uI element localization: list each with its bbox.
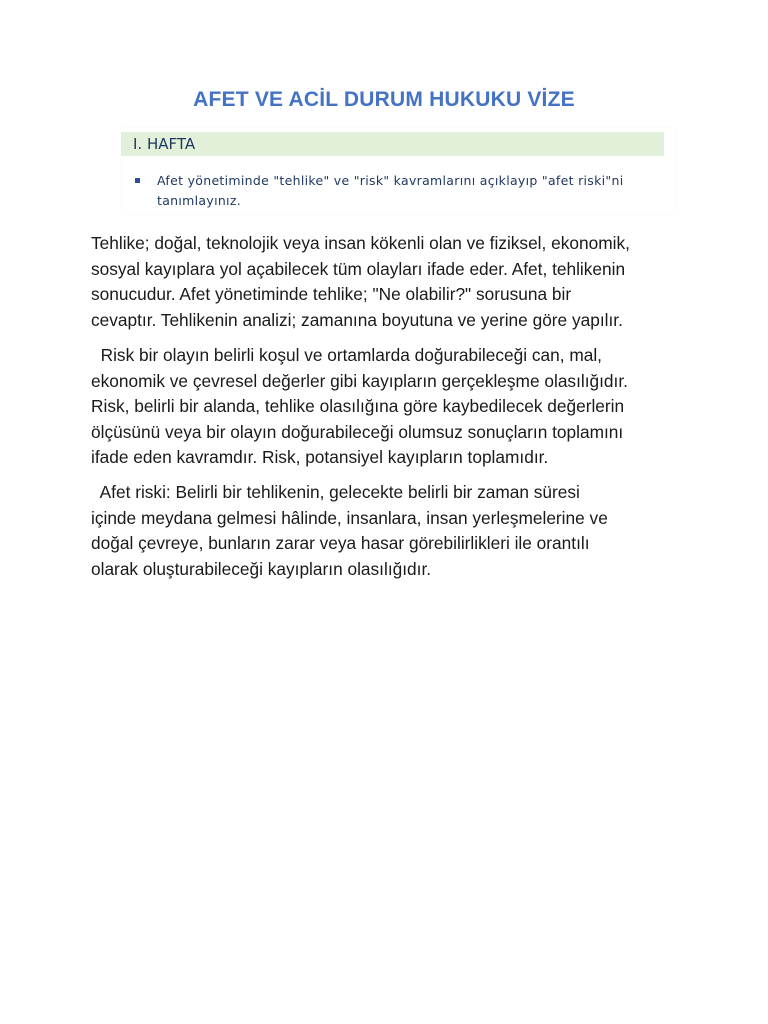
paragraph-line: sosyal kayıplara yol açabilecek tüm olayları ifade eder. Afet, tehlikenin [91,258,626,279]
paragraph-line: ifade eden kavramdır. Risk, potansiyel kayıpların toplamıdır. [91,447,549,468]
question-line: tanımlayınız. [157,193,241,208]
question-text [157,171,667,211]
paragraph-afet-riski [91,480,691,582]
page-title: AFET VE ACİL DURUM HUKUKU VİZE [193,88,575,111]
paragraph-line: Tehlike; doğal, teknolojik veya insan kökenli olan ve fiziksel, ekonomik, [91,233,630,253]
paragraph-line: içinde meydana gelmesi hâlinde, insanlara, insan yerleşmelerine ve [91,507,608,528]
paragraph-tehlike [91,231,691,333]
question-line: Afet yönetiminde "tehlike" ve "risk" kavramlarını açıklayıp "afet riski"ni [157,173,624,188]
paragraph-line: Risk bir olayın belirli koşul ve ortamlarda doğurabileceği can, mal, [91,345,602,365]
paragraph-line: olarak oluşturabileceği kayıpların olasılığıdır. [91,558,432,579]
paragraph-risk [91,343,691,471]
paragraph-line: doğal çevreye, bunların zarar veya hasar görebilirlikleri ile orantılı [91,533,590,554]
week-header-bar [121,132,664,156]
paragraph-line: Afet riski: Belirli bir tehlikenin, gelecekte belirli bir zaman süresi [91,482,580,502]
paragraph-line: ekonomik ve çevresel değerler gibi kayıpların gerçekleşme olasılığıdır. [91,370,628,391]
paragraph-line: sonucudur. Afet yönetiminde tehlike; "Ne olabilir?" sorusuna bir [91,284,572,305]
square-bullet-icon [135,178,140,183]
paragraph-line: ölçüsünü veya bir olayın doğurabileceği olumsuz sonuçların toplamını [91,421,624,442]
paragraph-line: Risk, belirli bir alanda, tehlike olasılığına göre kaybedilecek değerlerin [91,396,625,417]
question-box [121,128,675,213]
week-heading: I. HAFTA [133,135,196,153]
paragraph-line: cevaptır. Tehlikenin analizi; zamanına boyutuna ve yerine göre yapılır. [91,309,623,330]
